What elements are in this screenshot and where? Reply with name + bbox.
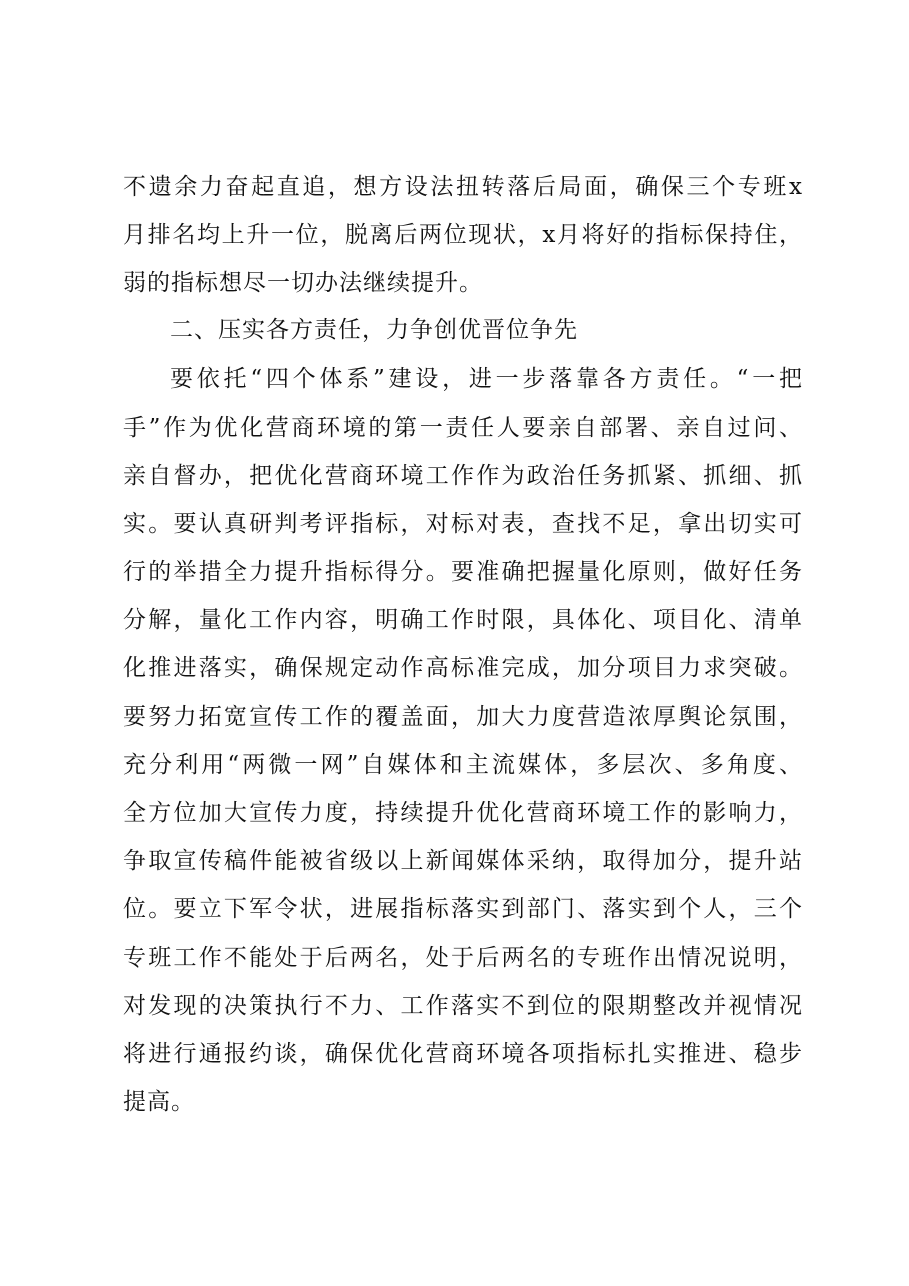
paragraph-line: 亲自督办，把优化营商环境工作作为政治任务抓紧、抓细、抓 (123, 463, 803, 489)
paragraph-line: 专班工作不能处于后两名，处于后两名的专班作出情况说明， (123, 945, 803, 971)
paragraph-line: 提高。 (123, 1089, 195, 1115)
paragraph-line: 要依托“四个体系”建设，进一步落靠各方责任。“一把 (170, 366, 803, 392)
paragraph-line: 争取宣传稿件能被省级以上新闻媒体采纳，取得加分，提升站 (123, 848, 803, 874)
paragraph-line: 弱的指标想尽一切办法继续提升。 (123, 270, 483, 296)
paragraph-line: 分解，量化工作内容，明确工作时限，具体化、项目化、清单 (123, 607, 803, 633)
paragraph-line: 行的举措全力提升指标得分。要准确把握量化原则，做好任务 (123, 559, 803, 585)
paragraph-line: 手”作为优化营商环境的第一责任人要亲自部署、亲自过问、 (123, 415, 803, 441)
paragraph-line: 月排名均上升一位，脱离后两位现状，x月将好的指标保持住， (123, 222, 803, 248)
paragraph-line: 化推进落实，确保规定动作高标准完成，加分项目力求突破。 (123, 655, 803, 681)
paragraph-line: 将进行通报约谈，确保优化营商环境各项指标扎实推进、稳步 (123, 1041, 803, 1067)
paragraph-line: 充分利用“两微一网”自媒体和主流媒体，多层次、多角度、 (123, 752, 803, 778)
paragraph-line: 全方位加大宣传力度，持续提升优化营商环境工作的影响力， (123, 800, 803, 826)
paragraph-line: 不遗余力奋起直追，想方设法扭转落后局面，确保三个专班x (123, 174, 803, 200)
section-heading: 二、压实各方责任，力争创优晋位争先 (170, 317, 578, 343)
paragraph-line: 实。要认真研判考评指标，对标对表，查找不足，拿出切实可 (123, 511, 803, 537)
paragraph-line: 要努力拓宽宣传工作的覆盖面，加大力度营造浓厚舆论氛围， (123, 704, 803, 730)
paragraph-line: 对发现的决策执行不力、工作落实不到位的限期整改并视情况 (123, 993, 803, 1019)
paragraph-line: 位。要立下军令状，进展指标落实到部门、落实到个人，三个 (123, 896, 803, 922)
